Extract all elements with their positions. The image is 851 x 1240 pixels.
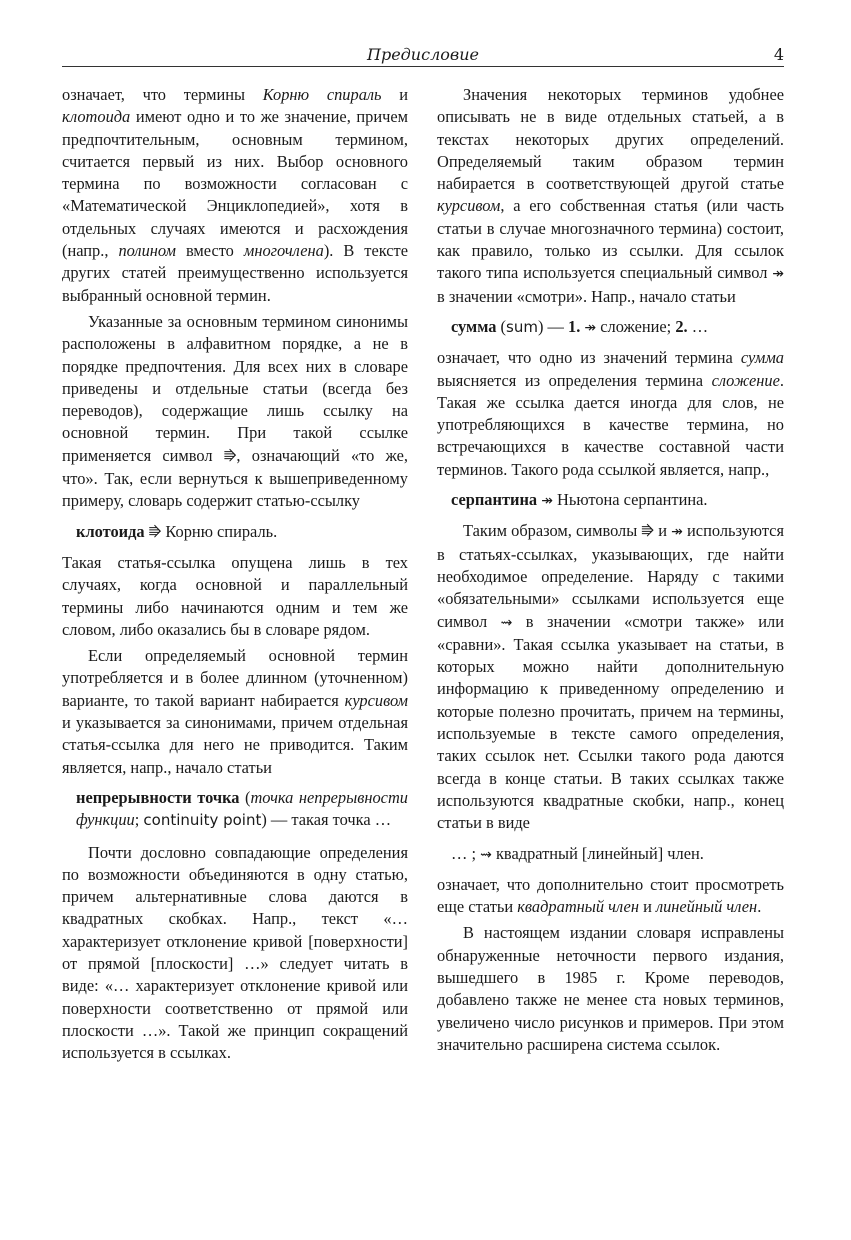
text-run: … xyxy=(687,316,709,336)
text-run: ). В тексте других статей преимущественно используется выбранный основной термин. xyxy=(62,241,408,305)
text-run: , а его собственная статья (или часть статьи в случае многозначного термина) состоит, как правило, только из ссылки. Для ссылок такого типа используется специальный символ xyxy=(437,196,784,283)
english-translation: sum xyxy=(506,317,538,336)
headword: 2. xyxy=(675,316,688,336)
text-run: ( xyxy=(496,316,507,336)
italic-term: курсивом xyxy=(437,196,501,216)
paragraph xyxy=(437,84,784,308)
headword: 1. xyxy=(568,316,581,336)
running-head xyxy=(62,42,784,68)
text-run: в значении «смотри также» или «сравни». Такая ссылка указывает на статьи, в которых можно найти дополнительную информацию к приведенному определению и которые полезно прочитать, причем на термины, используемые в тексте самого определения, таких ссылок нет. Ссылки такого рода даются всегда в конце статьи. В таких ссылках также используются квадратные скобки, напр., конец статьи в виде xyxy=(437,611,784,833)
text-run: . Такая же ссылка дается иногда для слов, не употребляющихся в качестве термина, но встречающихся в качестве составной части терминов. Такого рода ссылкой является, напр., xyxy=(437,370,784,479)
dictionary-entry-example xyxy=(437,843,784,866)
text-run: и xyxy=(654,521,672,541)
text-run: Если определяемый основной термин употребляется и в более длинном (уточненном) варианте, то такой вариант набирается xyxy=(62,646,408,710)
text-run: Ньютона серпантина. xyxy=(552,490,708,510)
paragraph xyxy=(437,347,784,481)
dictionary-entry-example xyxy=(62,787,408,832)
text-run: , означающий «то же, что». Так, если вернуться к вышеприведенному примеру, словарь содержит статью-ссылку xyxy=(62,445,408,511)
text-run: ) — xyxy=(537,316,568,336)
headword: клотоида xyxy=(76,521,145,541)
dictionary-entry-example xyxy=(437,316,784,339)
italic-term: сумма xyxy=(740,348,784,368)
text-run: сложение; xyxy=(596,316,676,336)
text-run: выясняется из определения термина xyxy=(437,370,712,390)
english-translation: continuity point xyxy=(143,811,262,830)
reference-symbol-icon: ↠ xyxy=(541,493,553,510)
reference-symbol-icon: ⭆ xyxy=(148,524,162,541)
left-column xyxy=(62,84,408,1064)
text-run: Значения некоторых терминов удобнее описывать не в виде отдельных статьей, а в текстах некоторых других определений. Определяемый таким образом термин набирается в соответствующей другой статье xyxy=(437,85,784,194)
paragraph xyxy=(62,84,408,307)
paragraph xyxy=(62,311,408,513)
text-run: используются в статьях-ссылках, указывающих, где найти необходимое определение. Наряду с такими «обязательными» ссылками используется еще символ xyxy=(437,521,784,631)
italic-term: сложение xyxy=(711,370,780,390)
headword: непрерывности точка xyxy=(76,787,240,807)
paragraph xyxy=(62,552,408,641)
text-run: вместо xyxy=(175,241,244,261)
dictionary-entry-example xyxy=(437,489,784,512)
text-run: Указанные за основным термином синонимы расположены в алфавитном порядке, а не в порядке предпочтения. Для всех них в словаре приведены и отдельные статьи (всегда без переводов), содержащие лишь ссылку на основной термин. При такой ссылке применяется символ xyxy=(62,311,408,465)
paragraph xyxy=(62,645,408,779)
reference-symbol-icon: ⭆ xyxy=(223,448,237,465)
italic-term: курсивом xyxy=(344,690,408,710)
text-run: ( xyxy=(239,787,251,807)
text-run: ; xyxy=(134,810,144,830)
text-run: Корню спираль. xyxy=(161,521,278,541)
reference-symbol-icon: ↠ xyxy=(772,266,784,283)
paragraph xyxy=(437,874,784,919)
text-run: означает, что одно из значений термина xyxy=(437,348,741,368)
italic-term: многочлена xyxy=(243,241,324,261)
header-rule xyxy=(62,66,784,67)
italic-term: линейный член xyxy=(655,897,758,917)
reference-symbol-icon: ↠ xyxy=(671,524,683,541)
text-run: В настоящем издании словаря исправлены обнаруженные неточности первого издания, вышедшего в 1985 г. Кроме переводов, добавлено также не менее ста новых терминов, увеличено число рисунков и примеров. При этом значительно расширена система ссылок. xyxy=(437,923,784,1054)
text-run: … ; xyxy=(451,843,481,863)
paragraph xyxy=(62,842,408,1065)
text-run: и xyxy=(381,85,408,104)
headword: сумма xyxy=(451,316,497,336)
reference-symbol-icon: ⇝ xyxy=(500,614,513,631)
text-run: . xyxy=(757,897,762,917)
right-column xyxy=(437,84,784,1056)
headword: серпантина xyxy=(451,490,538,510)
text-run: квадратный [линейный] член. xyxy=(491,843,704,863)
text-run: означает, что дополнительно стоит просмотреть еще статьи xyxy=(437,874,784,917)
italic-term: Корню спираль xyxy=(262,85,382,104)
text-run: в значении «смотри». Напр., начало статьи xyxy=(437,286,736,306)
text-run: и xyxy=(638,897,656,917)
text-run: означает, что термины xyxy=(62,85,263,104)
reference-symbol-icon: ⭆ xyxy=(641,524,655,541)
italic-term: клотоида xyxy=(62,107,131,127)
dictionary-entry-example xyxy=(62,521,408,544)
page-number: 4 xyxy=(773,45,784,64)
paragraph xyxy=(437,520,784,834)
text-run: Такая статья-ссылка опущена лишь в тех случаях, когда основной и параллельный термины либо начинаются одним и тем же словом, либо оказались бы в словаре рядом. xyxy=(62,552,408,639)
italic-term: точка непрерывности функции xyxy=(76,787,408,830)
text-run: Таким образом, символы xyxy=(463,521,642,541)
text-run: имеют одно и то же значение, причем предпочтительным, основным термином, считается первый из них. Выбор основного термина по возможности согласован с «Математической Энциклопедией», хотя в отдельных случаях имеются и расхождения (напр., xyxy=(62,107,408,261)
reference-symbol-icon: ↠ xyxy=(584,319,597,336)
italic-term: полином xyxy=(118,241,176,261)
text-run: ) — такая точка … xyxy=(261,810,392,830)
text-run: Почти дословно совпадающие определения по возможности объединяются в одну статью, причем альтернативные слова даются в квадратных скобках. Напр., текст «… характеризует отклонение кривой [поверхности] от прямой [плоскости] …» следует читать в виде: «… характеризует отклонение кривой или поверхности соответственно от прямой или плоскости …». Такой же принцип сокращений используется в ссылках. xyxy=(62,842,408,1063)
text-run: и указывается за синонимами, причем отдельная статья-ссылка для него не приводится. Таким является, напр., начало статьи xyxy=(62,713,408,777)
section-title: Предисловие xyxy=(367,45,479,64)
paragraph xyxy=(437,922,784,1056)
reference-symbol-icon: ⇝ xyxy=(480,846,492,863)
italic-term: квадратный член xyxy=(517,897,639,917)
